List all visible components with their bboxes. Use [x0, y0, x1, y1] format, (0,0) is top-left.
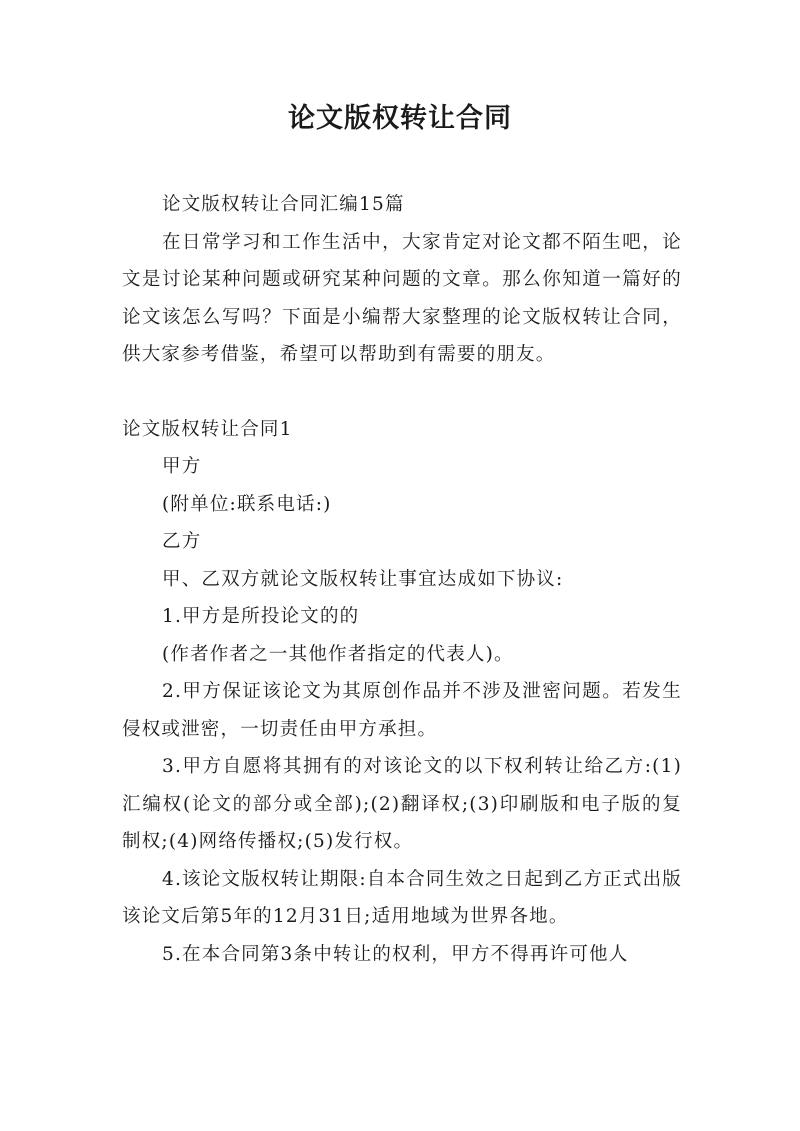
document-body [122, 186, 682, 973]
subtitle-paragraph: 论文版权转让合同汇编15篇 [162, 194, 405, 215]
party-b-label: 乙方 [162, 531, 202, 552]
clause-1-note: (作者作者之一其他作者指定的代表人)。 [162, 643, 514, 665]
clause-4: 4.该论文版权转让期限:自本合同生效之日起到乙方正式出版该论文后第5年的12月31日;适用地域为世界各地。 [122, 868, 682, 927]
paragraph-gap [122, 374, 682, 411]
party-a-contact: (附单位:联系电话:) [162, 493, 332, 515]
agreement-intro: 甲、乙双方就论文版权转让事宜达成如下协议: [162, 568, 564, 590]
clause-1: 1.甲方是所投论文的的 [162, 606, 360, 627]
clause-3: 3.甲方自愿将其拥有的对该论文的以下权利转让给乙方:(1)汇编权(论文的部分或全部);(2)翻译权;(3)印刷版和电子版的复制权;(4)网络传播权;(5)发行权。 [122, 756, 682, 852]
clause-5: 5.在本合同第3条中转让的权利，甲方不得再许可他人 [162, 943, 629, 965]
document-title: 论文版权转让合同 [288, 103, 512, 134]
party-a-label: 甲方 [162, 456, 202, 477]
section-heading: 论文版权转让合同1 [122, 418, 293, 440]
intro-paragraph: 在日常学习和工作生活中，大家肯定对论文都不陌生吧，论文是讨论某种问题或研究某种问题的文章。那么你知道一篇好的论文该怎么写吗？下面是小编帮大家整理的论文版权转让合同，供大家参考借鉴，希望可以帮助到有需要的朋友。 [122, 231, 682, 365]
clause-2: 2.甲方保证该论文为其原创作品并不涉及泄密问题。若发生侵权或泄密，一切责任由甲方承担。 [122, 681, 682, 740]
